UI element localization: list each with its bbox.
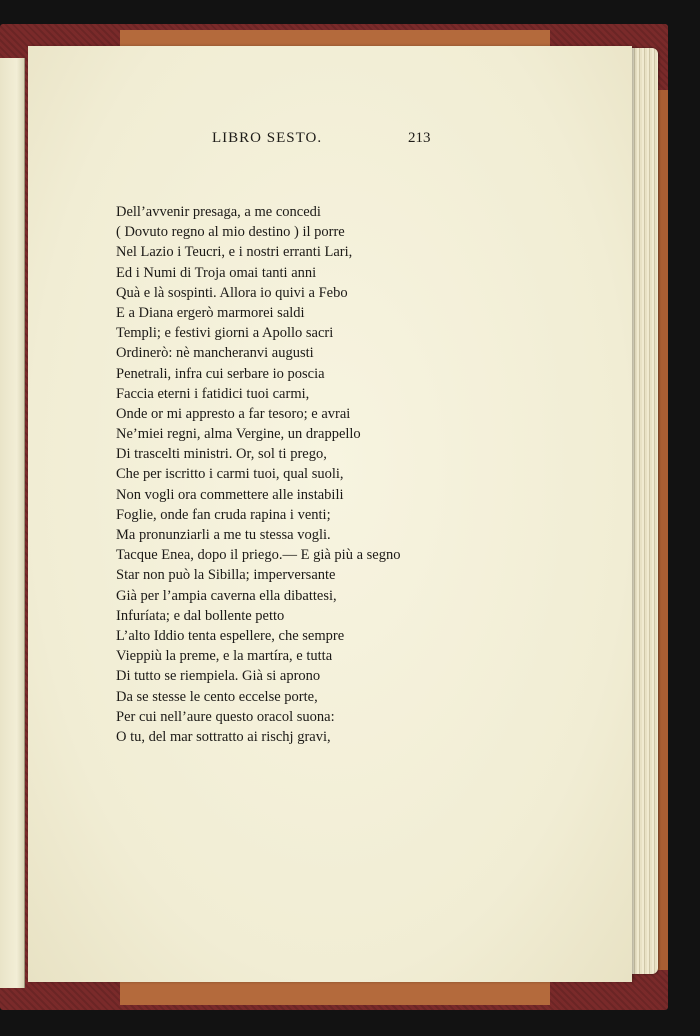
verse-line: Infuríata; e dal bollente petto bbox=[116, 607, 285, 624]
verse-line: Foglie, onde fan cruda rapina i venti; bbox=[116, 506, 331, 523]
verse-line: Ed i Numi di Troja omai tanti anni bbox=[116, 264, 317, 281]
verse-line: Ma pronunziarli a me tu stessa vogli. bbox=[116, 527, 331, 543]
verse-line: Da se stesse le cento eccelse porte, bbox=[116, 688, 318, 705]
verse-line: ( Dovuto regno al mio destino ) il porre bbox=[116, 224, 345, 241]
verse-line: Di tutto se riempiela. Già si aprono bbox=[116, 668, 321, 685]
verse-line: Ne’miei regni, alma Vergine, un drappello bbox=[116, 426, 361, 443]
verse-line: Nel Lazio i Teucri, e i nostri erranti Lari, bbox=[116, 244, 353, 261]
verse-line: Star non può la Sibilla; imperversante bbox=[116, 567, 336, 584]
verse-line: Onde or mi appresto a far tesoro; e avrai bbox=[116, 405, 351, 422]
verse-line: Per cui nell’aure questo oracol suona: bbox=[116, 708, 335, 725]
verse-line: Tacque Enea, dopo il priego.— E già più a segno bbox=[116, 547, 401, 564]
verse-line: Già per l’ampia caverna ella dibattesi, bbox=[116, 587, 337, 604]
verse-line: Dell’avvenir presaga, a me concedi bbox=[116, 204, 321, 220]
verse-line: Di trascelti ministri. Or, sol ti prego, bbox=[116, 446, 327, 463]
page-header bbox=[212, 130, 432, 152]
verse-line: Quà e là sospinti. Allora io quivi a Febo bbox=[116, 284, 348, 301]
verse-line: E a Diana ergerò marmorei saldi bbox=[116, 304, 305, 321]
verse-line: L’alto Iddio tenta espellere, che sempre bbox=[116, 627, 345, 644]
verse-line: O tu, del mar sottratto ai rischj gravi, bbox=[116, 728, 331, 745]
running-head: LIBRO SESTO. bbox=[212, 130, 323, 146]
verse-text bbox=[116, 202, 496, 747]
page-number: 213 bbox=[408, 130, 431, 146]
verse-line: Ordinerò: nè mancheranvi augusti bbox=[116, 345, 314, 362]
verse-line: Non vogli ora commettere alle instabili bbox=[116, 486, 344, 503]
verse-line: Templi; e festivi giorni a Apollo sacri bbox=[116, 325, 334, 342]
verse-line: Faccia eterni i fatidici tuoi carmi, bbox=[116, 385, 310, 402]
verse-line: Penetrali, infra cui serbare io poscia bbox=[116, 365, 325, 382]
facing-page-edge bbox=[0, 58, 25, 988]
verse-line: Che per iscritto i carmi tuoi, qual suoli, bbox=[116, 466, 344, 483]
verse-line: Vieppiù la preme, e la martíra, e tutta bbox=[116, 648, 333, 665]
